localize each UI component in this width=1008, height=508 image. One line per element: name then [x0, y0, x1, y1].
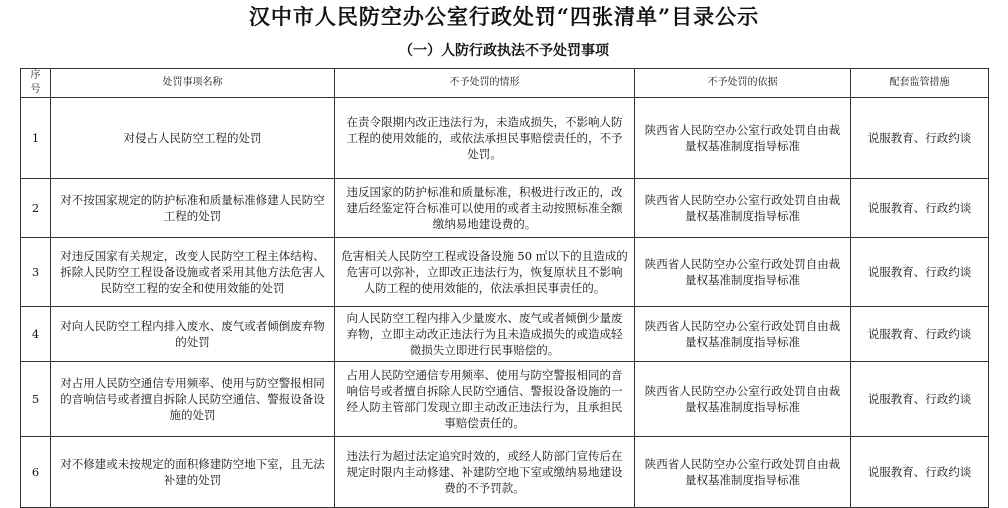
row-number: 1 — [21, 98, 51, 179]
penalty-item: 对占用人民防空通信专用频率、使用与防空警报相同的音响信号或者擅自拆除人民防空通信、警报设备设施的处罚 — [51, 362, 335, 437]
row-number: 2 — [21, 179, 51, 238]
no-penalty-basis: 陕西省人民防空办公室行政处罚自由裁量权基准制度指导标准 — [635, 437, 851, 508]
row-number: 6 — [21, 437, 51, 508]
no-penalty-basis: 陕西省人民防空办公室行政处罚自由裁量权基准制度指导标准 — [635, 238, 851, 307]
row-number: 4 — [21, 307, 51, 362]
table-row — [21, 98, 989, 179]
header-basis: 不予处罚的依据 — [635, 69, 851, 98]
table-row — [21, 307, 989, 362]
penalty-item: 对向人民防空工程内排入废水、废气或者倾倒废弃物的处罚 — [51, 307, 335, 362]
row-number: 3 — [21, 238, 51, 307]
supervision-measure: 说服教育、行政约谈 — [851, 179, 989, 238]
table-row — [21, 179, 989, 238]
no-penalty-condition: 危害相关人民防空工程或设备设施 50 ㎡以下的且造成的危害可以弥补，立即改正违法行为，恢复原状且不影响人防工程的使用效能的，依法承担民事责任的。 — [335, 238, 635, 307]
penalty-item: 对侵占人民防空工程的处罚 — [51, 98, 335, 179]
row-number: 5 — [21, 362, 51, 437]
penalty-item: 对不修建或未按规定的面积修建防空地下室，且无法补建的处罚 — [51, 437, 335, 508]
penalty-item: 对不按国家规定的防护标准和质量标准修建人民防空工程的处罚 — [51, 179, 335, 238]
table-row — [21, 362, 989, 437]
no-penalty-basis: 陕西省人民防空办公室行政处罚自由裁量权基准制度指导标准 — [635, 307, 851, 362]
penalty-catalog-table — [20, 68, 989, 508]
supervision-measure: 说服教育、行政约谈 — [851, 437, 989, 508]
header-no: 序号 — [21, 69, 51, 98]
document-title: 汉中市人民防空办公室行政处罚“四张清单”目录公示 — [248, 4, 760, 29]
no-penalty-condition: 违法行为超过法定追究时效的，或经人防部门宣传后在规定时限内主动修建、补建防空地下室或缴纳易地建设费的不予罚款。 — [335, 437, 635, 508]
table-row — [21, 437, 989, 508]
header-measure: 配套监管措施 — [851, 69, 989, 98]
penalty-item: 对违反国家有关规定，改变人民防空工程主体结构、拆除人民防空工程设备设施或者采用其他方法危害人民防空工程的安全和使用效能的处罚 — [51, 238, 335, 307]
no-penalty-basis: 陕西省人民防空办公室行政处罚自由裁量权基准制度指导标准 — [635, 98, 851, 179]
supervision-measure: 说服教育、行政约谈 — [851, 238, 989, 307]
no-penalty-condition: 向人民防空工程内排入少量废水、废气或者倾倒少量废弃物，立即主动改正违法行为且未造成损失的或造成轻微损失立即进行民事赔偿的。 — [335, 307, 635, 362]
supervision-measure: 说服教育、行政约谈 — [851, 307, 989, 362]
table-header-row — [21, 69, 989, 98]
section-title: （一）人防行政执法不予处罚事项 — [399, 43, 609, 59]
header-condition: 不予处罚的情形 — [335, 69, 635, 98]
supervision-measure: 说服教育、行政约谈 — [851, 362, 989, 437]
no-penalty-condition: 占用人民防空通信专用频率、使用与防空警报相同的音响信号或者擅自拆除人民防空通信、警报设备设施的一经人防主管部门发现立即主动改正违法行为，且承担民事赔偿责任的。 — [335, 362, 635, 437]
header-item: 处罚事项名称 — [51, 69, 335, 98]
supervision-measure: 说服教育、行政约谈 — [851, 98, 989, 179]
no-penalty-basis: 陕西省人民防空办公室行政处罚自由裁量权基准制度指导标准 — [635, 362, 851, 437]
no-penalty-basis: 陕西省人民防空办公室行政处罚自由裁量权基准制度指导标准 — [635, 179, 851, 238]
no-penalty-condition: 违反国家的防护标准和质量标准，积极进行改正的，改建后经鉴定符合标准可以使用的或者主动按照标准全额缴纳易地建设费的。 — [335, 179, 635, 238]
table-row — [21, 238, 989, 307]
no-penalty-condition: 在责令限期内改正违法行为，未造成损失，不影响人防工程的使用效能的，或依法承担民事赔偿责任的，不予处罚。 — [335, 98, 635, 179]
